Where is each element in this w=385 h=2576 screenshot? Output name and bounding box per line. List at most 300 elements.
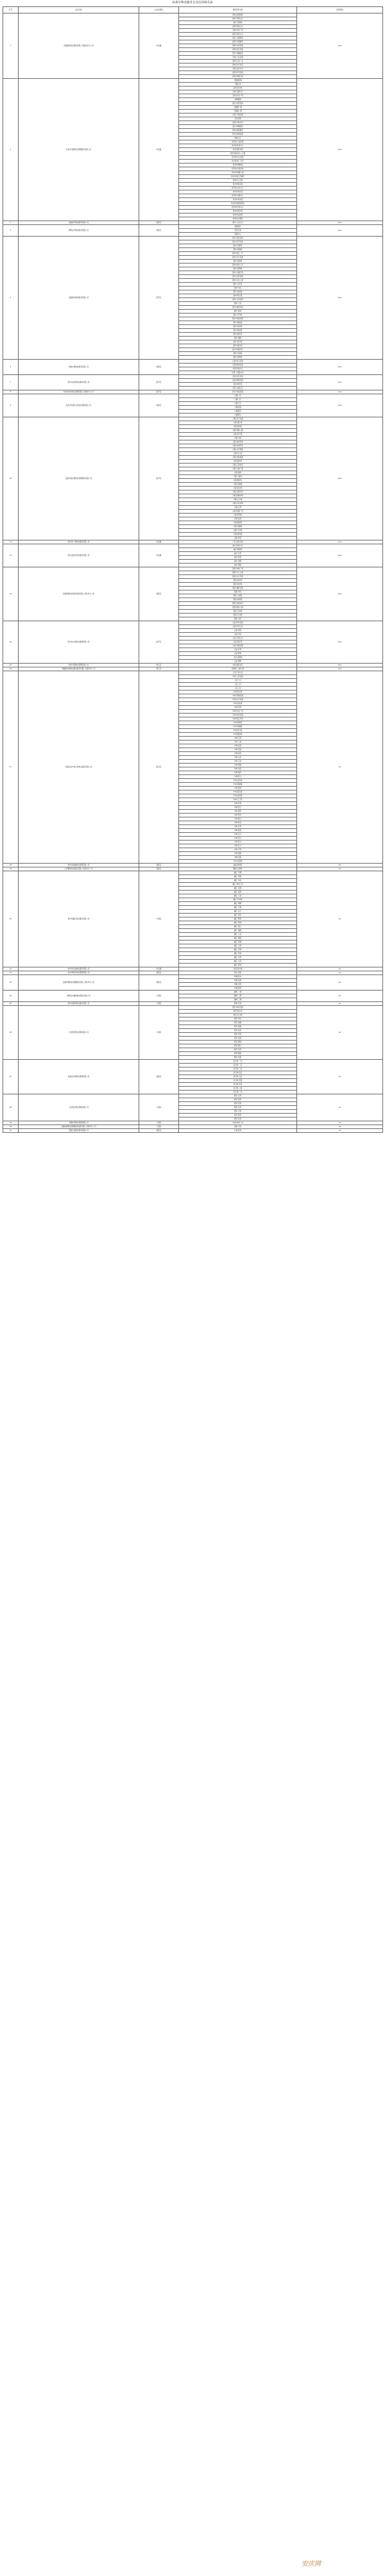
project-name: 金石城·公寓 — [179, 1087, 297, 1091]
row-number: 13 — [3, 567, 19, 621]
company-name: 中建杭州物业管理有限公司 — [19, 1121, 139, 1125]
project-name: 人民广场小区 — [179, 671, 297, 675]
company-region: 经开区 — [139, 417, 179, 540]
company-name: 安徽春华物业服务有限公司 — [19, 221, 139, 225]
project-name: 鑫汇·中央城 — [179, 898, 297, 902]
project-name: 鑫汇·凤城 — [179, 952, 297, 956]
row-number: 8 — [3, 390, 19, 394]
company-region: 高新区 — [139, 360, 179, 375]
project-name: 杭州市人民医院 — [179, 140, 297, 144]
project-name: 天鹅湖二期 — [179, 110, 297, 113]
project-name: 杭州市会展中心 — [179, 194, 297, 198]
project-name: 银申·海棠湾 — [179, 260, 297, 263]
project-name: 杭州市实验学校 — [179, 167, 297, 171]
project-name: 新城悦·公园大道 — [179, 667, 297, 671]
project-name: 兴联·名人府 — [179, 452, 297, 456]
project-name: 蓝湾·中城名苑 — [179, 121, 297, 125]
project-name: 银泰·湖畔花园 — [179, 587, 297, 590]
credit-grade: AA — [297, 991, 383, 1002]
company-name: 杭州市浦达物业服务有限公司 — [19, 544, 139, 567]
project-name: 银申·御景湾 — [179, 329, 297, 333]
project-name: 中城·冬雪 — [179, 825, 297, 829]
credit-grade: AAA — [297, 390, 383, 394]
project-name: 兴联·财富广场 — [179, 510, 297, 514]
project-name: 中城·明月 — [179, 814, 297, 817]
row-number: 29 — [3, 1121, 19, 1125]
project-name: 中城·和苑 — [179, 706, 297, 710]
project-name: 中城·新天地 — [179, 729, 297, 733]
company-name: 杭州市广城物业服务有限公司 — [19, 540, 139, 544]
project-name: 锦城小区 — [179, 137, 297, 140]
project-name: 中城·华苑 — [179, 802, 297, 806]
project-name: 红旗花园 — [179, 406, 297, 410]
project-name: 鑫汇·名都 — [179, 871, 297, 875]
header-project: 服务项目名称 — [179, 7, 297, 13]
row-number: 28 — [3, 1094, 19, 1121]
row-number: 11 — [3, 540, 19, 544]
company-name: 安徽银申物业服务有限公司 — [19, 237, 139, 360]
credit-grade: AA — [297, 864, 383, 867]
project-name: 德宏·银城 — [179, 1041, 297, 1044]
company-region: 高新区 — [139, 864, 179, 867]
company-name: 安徽乐诚物业服务有限公司 — [19, 1129, 139, 1133]
row-number: 23 — [3, 975, 19, 991]
credit-grade: AA — [297, 1121, 383, 1125]
credit-grade: AA — [297, 871, 383, 967]
project-name: 金石城·一区 — [179, 1060, 297, 1064]
company-name: 杭州市文斌物业管理有限公司 — [19, 621, 139, 664]
project-name: 兴联·紫荆苑 — [179, 514, 297, 517]
company-region: 市直属 — [139, 79, 179, 221]
company-region: 市直属 — [139, 540, 179, 544]
project-name: 新城·锦绣江南 — [179, 75, 297, 79]
company-region: 经开区 — [139, 390, 179, 394]
company-name: 杭州市鑫汇物业服务有限公司 — [19, 871, 139, 967]
project-name: 银泰·华府 — [179, 590, 297, 594]
company-region: 高新区 — [139, 394, 179, 417]
project-name: 浦达·新城小区 — [179, 544, 297, 548]
project-name: 中城·春江 — [179, 817, 297, 821]
table-body — [3, 13, 383, 1133]
project-name: 中城·富丽 — [179, 852, 297, 856]
project-name: 兴联·绿洲花园 — [179, 440, 297, 444]
project-name: 银申·水岸名邸 — [179, 298, 297, 302]
project-name: 文斌·新城 — [179, 652, 297, 656]
company-name: 杭州市明达物业管理有限公司 — [19, 971, 139, 975]
project-name: 兴联·锦绣华城 — [179, 494, 297, 498]
project-name: 兴联·星光城 — [179, 487, 297, 490]
row-number: 22 — [3, 971, 19, 975]
project-name: 杭州市档案馆 — [179, 198, 297, 202]
project-name: 银申·锦绣城 — [179, 248, 297, 252]
project-name: 中城·丽景 — [179, 744, 297, 748]
row-number: 7 — [3, 375, 19, 390]
project-name: 文斌·东城小区 — [179, 637, 297, 640]
project-name: 富邦·新城小区 — [179, 25, 297, 29]
project-name: 中城·上城 — [179, 740, 297, 744]
project-name: 中城·蓝天 — [179, 806, 297, 810]
project-name: 兴联·御府 — [179, 471, 297, 475]
project-name: 中城·中苑 — [179, 848, 297, 852]
project-name: 中城·国际城 — [179, 733, 297, 737]
company-region: 高新区 — [139, 1129, 179, 1133]
project-name: 中城·时代广场 — [179, 710, 297, 714]
company-name: 杭州市天鹅物业管理服务有限公司 — [19, 79, 139, 221]
project-name: 杭州市国土资源局 — [179, 175, 297, 179]
table-row — [3, 1129, 383, 1133]
project-name: 浦达·和园 — [179, 560, 297, 564]
project-name: 银申·绿城 — [179, 310, 297, 314]
project-name: 中海·国际社区 — [179, 664, 297, 667]
project-name: 德宏·和园 — [179, 1025, 297, 1029]
project-name: 金荣·东湖小区 — [179, 387, 297, 390]
project-name: 兴联·金都华府 — [179, 490, 297, 494]
row-number: 15 — [3, 664, 19, 667]
project-name: 鑫汇·福园 — [179, 929, 297, 933]
row-number: 25 — [3, 1002, 19, 1006]
company-region: 高新区 — [139, 867, 179, 871]
project-name: 人民二村 — [179, 683, 297, 687]
credit-grade: AA — [297, 1060, 383, 1094]
project-name: 银申·万科城 — [179, 314, 297, 317]
company-region: 大观区 — [139, 1002, 179, 1006]
project-name: 兴联·翠苑 — [179, 537, 297, 540]
company-name: 杭州市安信物业服务有限公司 — [19, 967, 139, 971]
project-name: 兴联·海德公园 — [179, 429, 297, 433]
row-number: 14 — [3, 621, 19, 664]
project-name: 德宏·西苑 — [179, 1102, 297, 1106]
credit-grade: AA — [297, 867, 383, 871]
credit-grade: AAA — [297, 664, 383, 667]
company-name: 安徽银泰物业服务集团有限公司杭州分公司 — [19, 567, 139, 621]
company-region: 高新区 — [139, 221, 179, 225]
project-name: 兴联·文苑 — [179, 506, 297, 510]
company-region: 市直属 — [139, 544, 179, 567]
project-name: 新城·时代华府 — [179, 63, 297, 67]
document-title: 杭州市物业服务企业信用排名表 — [172, 1, 213, 4]
project-name: 鑫汇·龙城 — [179, 948, 297, 952]
project-name: 新城·华府家园 — [179, 44, 297, 48]
project-name: 祥瑞·花园 — [179, 979, 297, 983]
project-name: 阳光·香榭丽舍 — [179, 52, 297, 56]
project-name: 中城·城市花园 — [179, 714, 297, 717]
project-name: 鑫汇·花园 — [179, 875, 297, 879]
project-name: 文斌·雅园 — [179, 660, 297, 664]
project-name: 鑫汇·城市之光 — [179, 883, 297, 887]
project-name: 兴联·新城市 — [179, 425, 297, 429]
project-name: 银申·中海城 — [179, 352, 297, 356]
watermark-logo — [302, 2558, 379, 2572]
project-name: 中城·幸福里 — [179, 860, 297, 864]
row-number: 1 — [3, 13, 19, 79]
project-name: 杭州市第一中学 — [179, 160, 297, 163]
credit-grade: AAA — [297, 667, 383, 671]
company-region: 高新区 — [139, 1060, 179, 1094]
project-name: 兴联·枫林苑 — [179, 460, 297, 464]
credit-grade: AAA — [297, 417, 383, 540]
header-region: 企业注册地 — [139, 7, 179, 13]
project-name: 兴联·清华园 — [179, 533, 297, 537]
project-name: 鑫汇·东方 — [179, 910, 297, 914]
project-name: 鑫汇·星城 — [179, 921, 297, 925]
credit-grade: AA — [297, 971, 383, 975]
project-name: 兴联·山水城 — [179, 498, 297, 502]
project-name: 银申·世纪花园 — [179, 275, 297, 279]
credit-grade: AA — [297, 671, 383, 864]
project-name: 中城·花溪 — [179, 748, 297, 752]
project-name: 人民三村 — [179, 687, 297, 690]
project-name: 德宏·华府 — [179, 1017, 297, 1021]
project-name: 鑫汇·和府 — [179, 914, 297, 917]
project-name: 中城·桂花园 — [179, 794, 297, 798]
company-name: 安徽同德物业管理服务集团有限公司杭州分公司 — [19, 1125, 139, 1129]
project-name: 盛达·皇冠花园 — [179, 102, 297, 106]
project-name: 德宏·东苑 — [179, 1106, 297, 1110]
company-region: 高新区 — [139, 975, 179, 991]
project-name: 浦建·锦城苑 — [179, 864, 297, 867]
project-name: 中城·银河湾 — [179, 790, 297, 794]
project-name: 杭州市科技馆 — [179, 190, 297, 194]
row-number: 2 — [3, 79, 19, 221]
company-region: 市直属 — [139, 967, 179, 971]
company-region: 高新区 — [139, 971, 179, 975]
project-name: 兴联·大都会 — [179, 475, 297, 479]
company-region: 大观区 — [139, 1094, 179, 1121]
project-name: 金石城·二区 — [179, 1064, 297, 1067]
credit-grade: AAA — [297, 375, 383, 390]
project-name: 乐德·春天家园 — [179, 360, 297, 364]
project-name: 鑫汇·上品 — [179, 933, 297, 937]
project-name: 杭州市公安局 — [179, 179, 297, 183]
project-name: 文斌·锦苑 — [179, 629, 297, 633]
project-name: 中城·书院 — [179, 767, 297, 771]
header-row — [3, 7, 383, 13]
project-name: 德宏·锦江苑 — [179, 1010, 297, 1014]
project-name: 兴联·玫瑰园 — [179, 483, 297, 487]
project-name: 杭州市图书馆 — [179, 148, 297, 152]
project-name: 银申·保利城 — [179, 356, 297, 360]
project-name: 兴联·蓝湾 — [179, 517, 297, 521]
company-name: 安徽亿成中城人民物业服务有限公司 — [19, 671, 139, 864]
project-name: 杭州市体育中心 — [179, 144, 297, 148]
project-name: 金石城·三区 — [179, 1067, 297, 1071]
project-name: 中城·北方 — [179, 844, 297, 848]
project-name: 银泰·翡翠湾 — [179, 598, 297, 602]
project-name: 金石城·花园 — [179, 1079, 297, 1083]
project-name: 浦达·西苑 — [179, 556, 297, 560]
project-name: 乐德·新城花园 — [179, 364, 297, 367]
company-region: 大观区 — [139, 1121, 179, 1125]
project-name: 德宏·景苑 — [179, 1048, 297, 1052]
project-name: 中城·荷园 — [179, 764, 297, 767]
project-name: 文斌·城南家园 — [179, 644, 297, 648]
project-name: 中城·滨江华府 — [179, 717, 297, 721]
project-name: 创新中心 — [179, 233, 297, 237]
credit-grade: AAA — [297, 567, 383, 621]
project-name: 银申·兰亭 — [179, 302, 297, 306]
row-number: 30 — [3, 1125, 19, 1129]
project-name: 德宏·星苑 — [179, 1029, 297, 1033]
project-name: 富邦·滨江花园 — [179, 48, 297, 52]
project-name: 红旗新村 — [179, 414, 297, 417]
row-number: 5 — [3, 237, 19, 360]
project-name: 银申·金色家园 — [179, 237, 297, 240]
project-name: 鑫汇·翠湖 — [179, 941, 297, 944]
project-name: 银申·城南花园 — [179, 317, 297, 321]
row-number: 4 — [3, 225, 19, 237]
project-name: 中城·星河 — [179, 771, 297, 775]
project-name: 中城·绿洲 — [179, 787, 297, 790]
company-region: 经开区 — [139, 237, 179, 360]
project-name: 鑫汇·新城 — [179, 964, 297, 967]
project-name: 鑫城·二期 — [179, 994, 297, 998]
project-name: 德宏·北苑 — [179, 1094, 297, 1098]
credit-grade: AA — [297, 1094, 383, 1121]
project-name: 花园·万国家园 — [179, 113, 297, 117]
project-name: 富邦·南苑小区 — [179, 33, 297, 37]
project-name: 中城·紫云 — [179, 775, 297, 779]
project-name: 鑫汇·锦绣 — [179, 902, 297, 906]
project-name: 鑫城·一期 — [179, 991, 297, 994]
credit-grade: AA — [297, 1125, 383, 1129]
company-region: 大观区 — [139, 991, 179, 1002]
project-name: 银泰·中央城 — [179, 614, 297, 617]
project-name: 中城·人民家园 — [179, 675, 297, 679]
project-name: 金石城·华庭 — [179, 1083, 297, 1087]
project-name: 文斌·阳光花园 — [179, 621, 297, 625]
project-name: 杭州市住建局 — [179, 213, 297, 217]
project-name: 银泰·世纪城 — [179, 583, 297, 587]
project-name: 中城·云台 — [179, 760, 297, 764]
project-name: 中城·锦绣花园 — [179, 694, 297, 698]
project-name: 中建·城市广场 — [179, 1121, 297, 1125]
company-region: 萧山区 — [139, 664, 179, 667]
project-name: 同德·大厦 — [179, 1125, 297, 1129]
company-region: 高新区 — [139, 567, 179, 621]
project-name: 科创大厦 — [179, 229, 297, 233]
project-name: 中城·玉兰苑 — [179, 798, 297, 802]
project-name: 银申·嘉禾苑 — [179, 333, 297, 337]
company-name: 杭州市新华物业管理有限公司杭州分公司 — [19, 390, 139, 394]
project-name: 祥瑞·华庭 — [179, 983, 297, 987]
credit-grade: AAA — [297, 544, 383, 567]
row-number: 16 — [3, 667, 19, 671]
project-name: 文斌·滨江苑 — [179, 640, 297, 644]
project-name: 广城·金色华庭 — [179, 540, 297, 544]
credit-grade: AAA — [297, 394, 383, 417]
company-name: 杭州市金荣物业服务有限公司 — [19, 375, 139, 390]
project-name: 文斌·和平小区 — [179, 625, 297, 629]
project-name: 银申·盛世华庭 — [179, 306, 297, 310]
project-name: 银申·城市之光 — [179, 263, 297, 267]
project-name: 兴联·凤凰城 — [179, 525, 297, 529]
project-name: 天鹅湖花园 — [179, 79, 297, 83]
project-name: 乐德·人民路小区 — [179, 371, 297, 375]
project-name: 景城·时代广场 — [179, 29, 297, 33]
project-name: 银申·华府 — [179, 287, 297, 290]
project-name: 红旗二区 — [179, 398, 297, 402]
project-name: 中城·翠湖湾 — [179, 725, 297, 729]
row-number: 31 — [3, 1129, 19, 1133]
project-name: 人民一村 — [179, 679, 297, 683]
project-name: 浦达·东苑 — [179, 552, 297, 556]
project-name: 银申·碧桂园 — [179, 321, 297, 325]
credit-grade: AA — [297, 967, 383, 971]
project-name: 阳光·新城家园 — [179, 133, 297, 137]
project-name: 富邦·光明雅苑 — [179, 40, 297, 44]
project-name: 杭州市中心医院 — [179, 156, 297, 160]
project-name: 中城·夏荷 — [179, 829, 297, 833]
project-name: 祥瑞·锦苑 — [179, 987, 297, 991]
project-name: 德宏·春苑 — [179, 1114, 297, 1117]
company-name: 杭州中海物业管理有限公司 — [19, 664, 139, 667]
project-name: 兴联·东方明珠 — [179, 448, 297, 452]
project-name: 银泰·金域华府 — [179, 602, 297, 606]
company-name: 杭州市浦建物业管理有限公司 — [19, 864, 139, 867]
company-name: 杭州市嘉和物业服务有限公司 — [19, 1002, 139, 1006]
project-name: 金苑·阳光城 — [179, 87, 297, 90]
project-name: 杭州市市民中心 — [179, 206, 297, 210]
project-name: 银泰·中心大厦 — [179, 571, 297, 575]
project-name: 中城·金色城 — [179, 779, 297, 783]
project-name: 德宏·新区 — [179, 1044, 297, 1048]
project-name: 德宏·滨湖 — [179, 1021, 297, 1025]
project-name: 杭州市交通局 — [179, 217, 297, 221]
project-name: 明达·花园 — [179, 971, 297, 975]
credit-grade: AA — [297, 1006, 383, 1060]
row-number: 12 — [3, 544, 19, 567]
project-name: 北城·名都小区 — [179, 90, 297, 94]
project-name: 中城·海棠苑 — [179, 721, 297, 725]
project-name: 银申·和平家园 — [179, 240, 297, 244]
project-name: 兴联·金色港湾 — [179, 456, 297, 460]
project-name: 鑫汇·金域 — [179, 887, 297, 891]
project-name: 兴联·富春苑 — [179, 521, 297, 525]
project-name: 浦达·锦园 — [179, 564, 297, 567]
project-name: 春华·人民小区 — [179, 221, 297, 225]
project-name: 杭州市博物馆 — [179, 163, 297, 167]
company-name: 西藏新城悦物业服务股份有限公司杭州分公司 — [19, 667, 139, 671]
credit-grade: AAA — [297, 540, 383, 544]
project-name: 中城·山水 — [179, 756, 297, 760]
project-name: 中城·名苑 — [179, 737, 297, 740]
project-name: 银申·滨江一号 — [179, 252, 297, 256]
project-name: 德宏·中苑 — [179, 1110, 297, 1114]
project-name: 银泰·江景城 — [179, 610, 297, 614]
project-name: 银泰·水岸 — [179, 617, 297, 621]
project-name: 银泰·星河苑 — [179, 579, 297, 583]
company-name: 大连德宏物业管理有限公司 — [19, 1094, 139, 1121]
project-name: 银申·荷塘月色 — [179, 348, 297, 352]
project-name: 金荣·明珠花园 — [179, 379, 297, 383]
project-name: 兴联·华庭 — [179, 437, 297, 440]
credit-grade: AAA — [297, 225, 383, 237]
project-name: 祥瑞·新村 — [179, 975, 297, 979]
project-name: 兴联·中央华城 — [179, 502, 297, 506]
credit-grade: AA — [297, 1002, 383, 1006]
company-name: 安徽兴联发展物业管理服务有限公司 — [19, 417, 139, 540]
row-number: 26 — [3, 1006, 19, 1060]
project-name: 鑫汇·蓝湾 — [179, 891, 297, 894]
project-name: 中城·金桂园 — [179, 702, 297, 706]
project-name: 鑫汇·天悦 — [179, 906, 297, 910]
project-name: 鑫汇·文苑 — [179, 960, 297, 964]
project-name: 银泰·国际公寓 — [179, 606, 297, 610]
project-name: 金石城·四区 — [179, 1071, 297, 1075]
row-number: 27 — [3, 1060, 19, 1094]
project-name: 盛达·尚城国际 — [179, 125, 297, 129]
project-name: 兴联·天河城 — [179, 529, 297, 533]
